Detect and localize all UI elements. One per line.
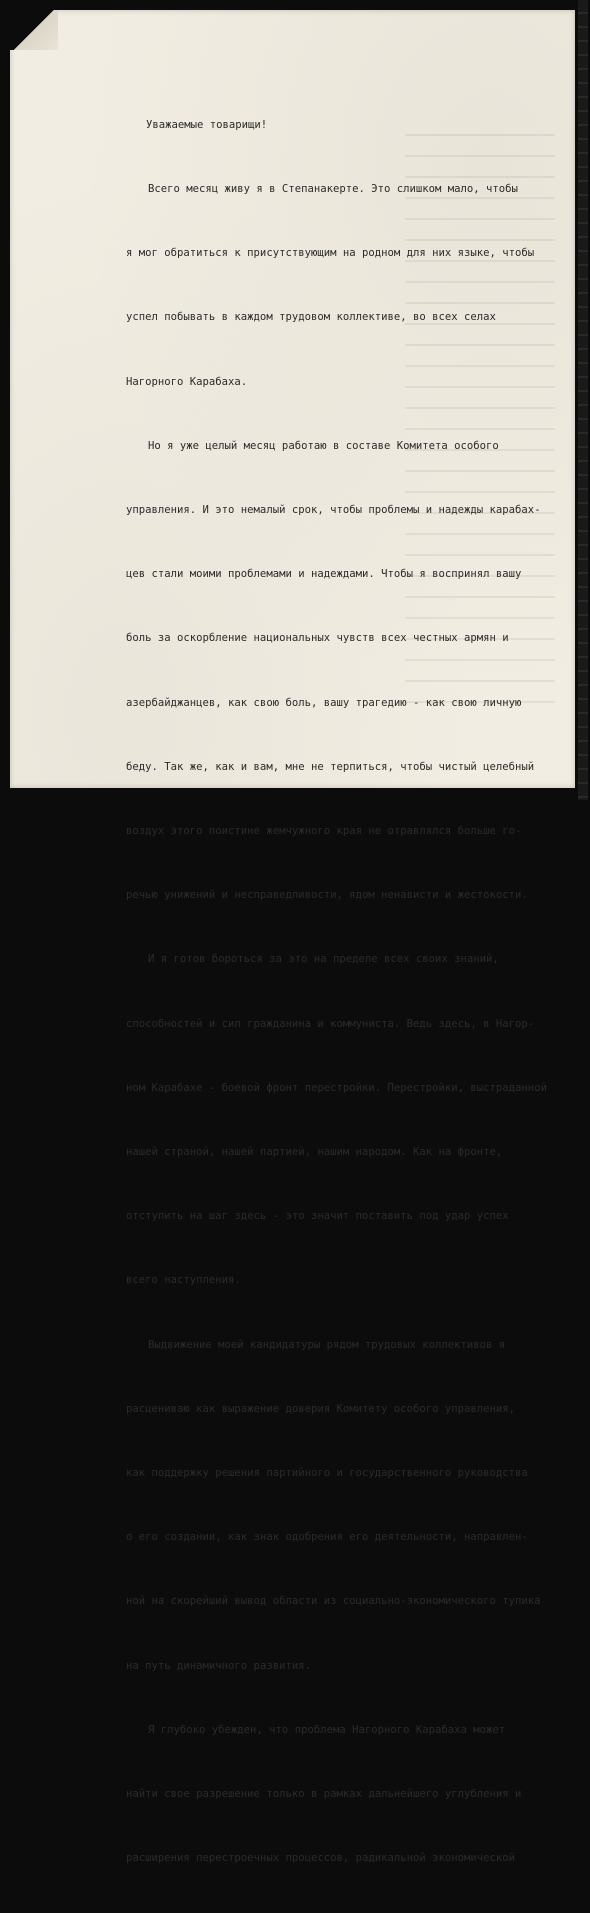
text-line: как поддержку решения партийного и государственного руководства	[126, 1467, 528, 1480]
text-line: воздух этого поистине жемчужного края не отравлялся больше го-	[126, 825, 522, 838]
text-line: ной на скорейший вывод области из социально-экономического тупика	[126, 1595, 541, 1608]
text-line: успел побывать в каждом трудовом коллективе, во всех селах	[126, 311, 496, 324]
scan-edge-ruler	[578, 0, 588, 800]
text-line: расцениваю как выражение доверия Комитету особого управления,	[126, 1402, 516, 1415]
text-line: на путь динамичного развития.	[126, 1659, 311, 1672]
text-line: Выдвижение моей кандидатуры рядом трудовых коллективов я	[148, 1338, 506, 1351]
text-line: о его создании, как знак одобрения его деятельности, направлен-	[126, 1531, 528, 1544]
text-line: найти свое разрешение только в рамках дальнейшего углубления и	[126, 1788, 522, 1801]
text-line: нашей страной, нашей партией, нашим народом. Как на фронте,	[126, 1146, 503, 1159]
text-line: Всего месяц живу я в Степанакерте. Это слишком мало, чтобы	[148, 183, 518, 196]
text-line: Нагорного Карабаха.	[126, 375, 248, 388]
text-line: способностей и сил гражданина и коммуниста. Ведь здесь, в Нагор-	[126, 1017, 535, 1030]
text-line: Я глубоко убежден, что проблема Нагорного Карабаха может	[148, 1723, 506, 1736]
text-line: беду. Так же, как и вам, мне не терпиться, чтобы чистый целебный	[126, 760, 535, 773]
text-line: речью унижений и несправедливости, ядом ненависти и жестокости.	[126, 889, 528, 902]
text-line: управления. И это немалый срок, чтобы проблемы и надежды карабах-	[126, 504, 541, 517]
text-line: расширения перестроечных процессов, радикальной экономической	[126, 1852, 516, 1865]
text-line: И я готов бороться за это на пределе всех своих знаний,	[148, 953, 499, 966]
text-line: азербайджанцев, как свою боль, вашу трагедию - как свою личную	[126, 696, 522, 709]
text-line: всего наступления.	[126, 1274, 241, 1287]
text-line: ном Карабахе - боевой фронт перестройки. Перестройки, выстраданной	[126, 1081, 547, 1094]
text-line: Но я уже целый месяц работаю в составе Комитета особого	[148, 439, 499, 452]
text-line: цев стали моими проблемами и надеждами. Чтобы я воспринял вашу	[126, 568, 522, 581]
text-line: отступить на шаг здесь - это значит поставить под удар успех	[126, 1210, 509, 1223]
greeting: Уважаемые товарищи!	[146, 118, 268, 131]
folded-corner	[10, 10, 58, 50]
text-line: боль за оскорбление национальных чувств всех честных армян и	[126, 632, 509, 645]
text-line: я мог обратиться к присутствующим на родном для них языке, чтобы	[126, 247, 535, 260]
typewritten-letter	[126, 72, 548, 1913]
